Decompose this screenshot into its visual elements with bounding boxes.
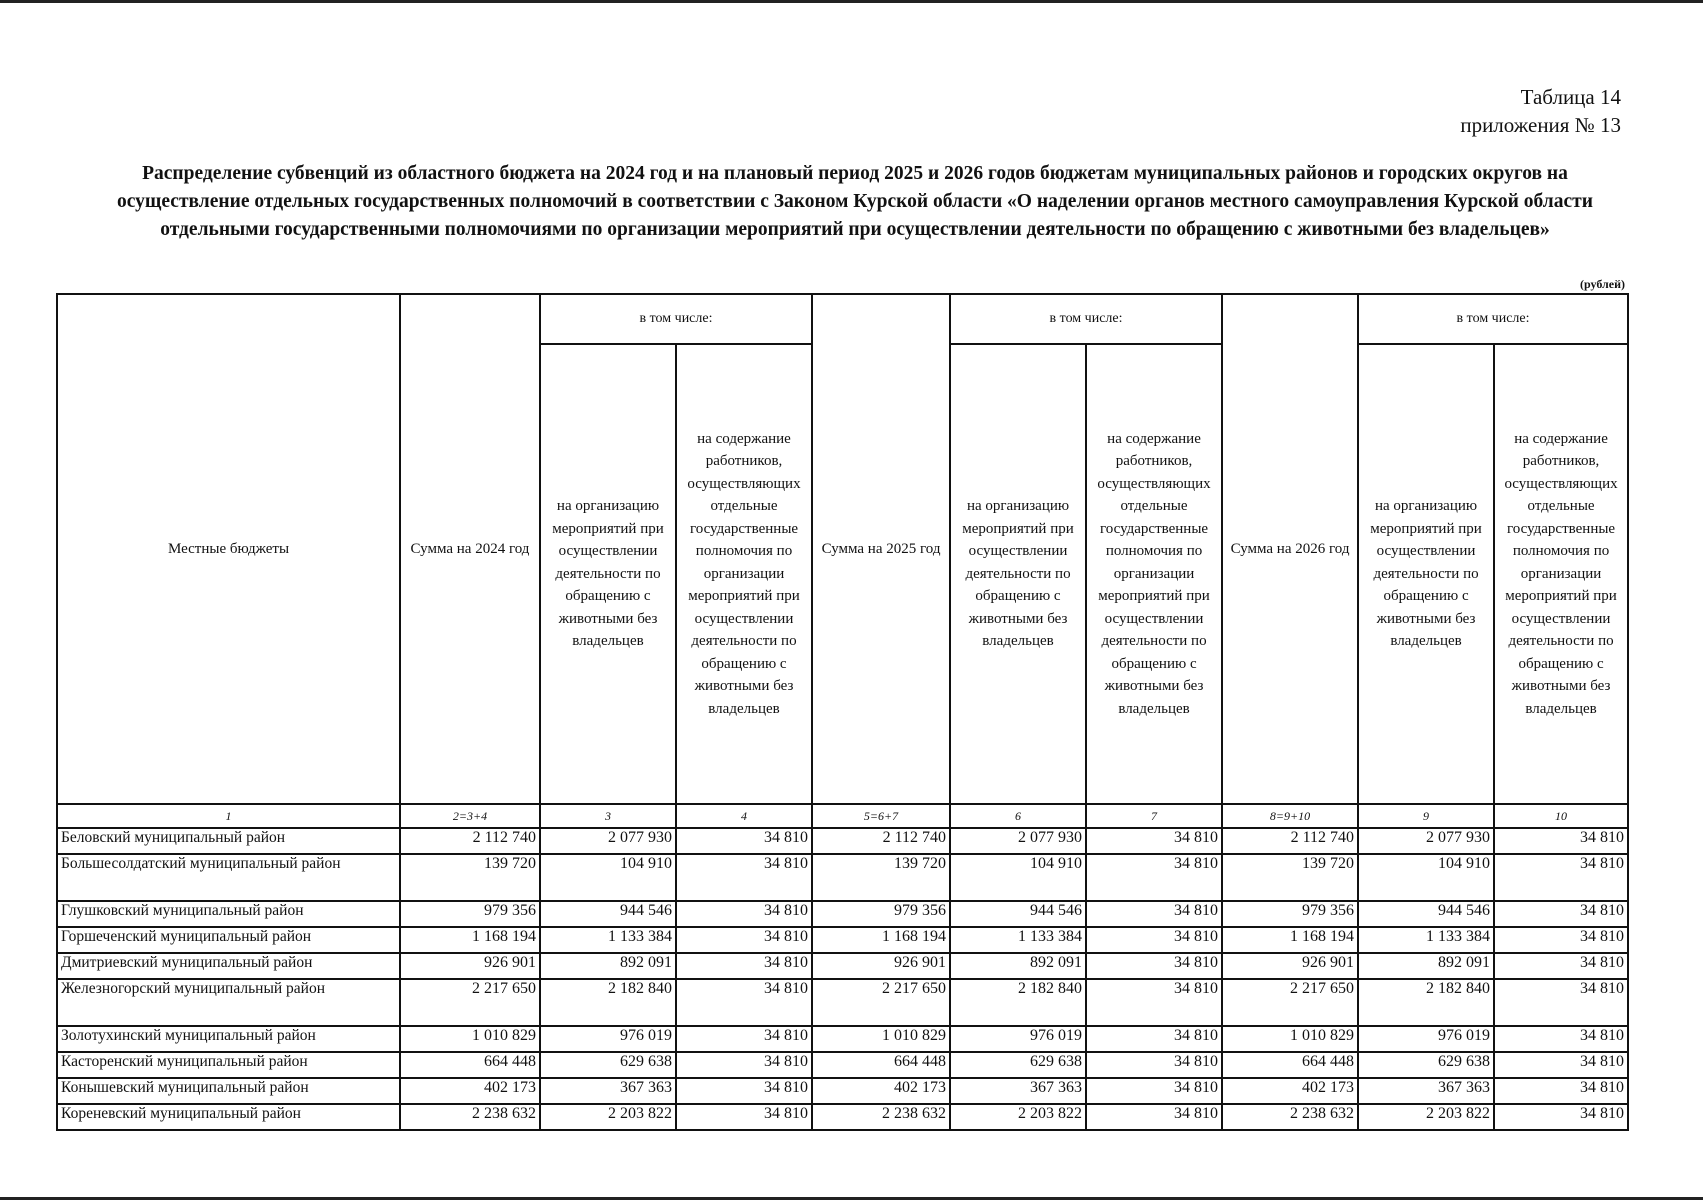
table-row	[57, 953, 1628, 979]
col-header-including-2025: в том числе:	[950, 294, 1222, 344]
sum-2024-cell: 1 168 194	[400, 927, 540, 953]
district-name: Железногорский муниципальный район	[57, 979, 400, 1026]
sum-2024-cell: 2 238 632	[400, 1104, 540, 1130]
col-header-sum-2025: Сумма на 2025 год	[812, 294, 950, 804]
maintenance-2025-cell: 34 810	[1086, 828, 1222, 854]
organization-2026-cell: 1 133 384	[1358, 927, 1494, 953]
col-header-maintenance-2025: на содержание работников, осуществляющих отдельные государственные полномочия по организации мероприятий при осуществлении деятельности по обращению с животными без владельцев	[1086, 344, 1222, 804]
table-row	[57, 1078, 1628, 1104]
organization-2025-cell: 367 363	[950, 1078, 1086, 1104]
maintenance-2026-cell: 34 810	[1494, 1104, 1628, 1130]
table-row	[57, 828, 1628, 854]
district-name: Дмитриевский муниципальный район	[57, 953, 400, 979]
district-name: Золотухинский муниципальный район	[57, 1026, 400, 1052]
sum-2024-cell: 926 901	[400, 953, 540, 979]
sum-2026-cell: 2 238 632	[1222, 1104, 1358, 1130]
sum-2026-cell: 664 448	[1222, 1052, 1358, 1078]
organization-2026-cell: 2 203 822	[1358, 1104, 1494, 1130]
column-number: 4	[676, 804, 812, 828]
maintenance-2024-cell: 34 810	[676, 979, 812, 1026]
column-number: 9	[1358, 804, 1494, 828]
sum-2025-cell: 926 901	[812, 953, 950, 979]
maintenance-2026-cell: 34 810	[1494, 1026, 1628, 1052]
appendix-number: приложения № 13	[1460, 113, 1621, 137]
column-number: 5=6+7	[812, 804, 950, 828]
sum-2024-cell: 1 010 829	[400, 1026, 540, 1052]
organization-2024-cell: 892 091	[540, 953, 676, 979]
maintenance-2026-cell: 34 810	[1494, 979, 1628, 1026]
sum-2026-cell: 139 720	[1222, 854, 1358, 901]
column-number: 10	[1494, 804, 1628, 828]
sum-2025-cell: 139 720	[812, 854, 950, 901]
maintenance-2025-cell: 34 810	[1086, 854, 1222, 901]
sum-2024-cell: 2 217 650	[400, 979, 540, 1026]
sum-2025-cell: 2 112 740	[812, 828, 950, 854]
table-reference	[1460, 83, 1621, 139]
sum-2026-cell: 2 217 650	[1222, 979, 1358, 1026]
col-header-local-budgets: Местные бюджеты	[57, 294, 400, 804]
maintenance-2026-cell: 34 810	[1494, 828, 1628, 854]
sum-2025-cell: 402 173	[812, 1078, 950, 1104]
organization-2024-cell: 104 910	[540, 854, 676, 901]
district-name: Горшеченский муниципальный район	[57, 927, 400, 953]
table-row	[57, 901, 1628, 927]
organization-2026-cell: 892 091	[1358, 953, 1494, 979]
column-number: 3	[540, 804, 676, 828]
organization-2024-cell: 2 203 822	[540, 1104, 676, 1130]
maintenance-2026-cell: 34 810	[1494, 1052, 1628, 1078]
maintenance-2024-cell: 34 810	[676, 1052, 812, 1078]
organization-2024-cell: 629 638	[540, 1052, 676, 1078]
organization-2025-cell: 944 546	[950, 901, 1086, 927]
maintenance-2026-cell: 34 810	[1494, 901, 1628, 927]
sum-2024-cell: 402 173	[400, 1078, 540, 1104]
district-name: Касторенский муниципальный район	[57, 1052, 400, 1078]
organization-2024-cell: 976 019	[540, 1026, 676, 1052]
organization-2025-cell: 104 910	[950, 854, 1086, 901]
maintenance-2024-cell: 34 810	[676, 953, 812, 979]
table-row	[57, 1026, 1628, 1052]
organization-2024-cell: 1 133 384	[540, 927, 676, 953]
organization-2025-cell: 2 077 930	[950, 828, 1086, 854]
maintenance-2024-cell: 34 810	[676, 901, 812, 927]
district-name: Кореневский муниципальный район	[57, 1104, 400, 1130]
maintenance-2026-cell: 34 810	[1494, 953, 1628, 979]
organization-2026-cell: 2 077 930	[1358, 828, 1494, 854]
table-row	[57, 854, 1628, 901]
district-name: Большесолдатский муниципальный район	[57, 854, 400, 901]
table-row	[57, 927, 1628, 953]
district-name: Конышевский муниципальный район	[57, 1078, 400, 1104]
district-name: Глушковский муниципальный район	[57, 901, 400, 927]
sum-2025-cell: 1 010 829	[812, 1026, 950, 1052]
organization-2025-cell: 629 638	[950, 1052, 1086, 1078]
organization-2024-cell: 944 546	[540, 901, 676, 927]
organization-2025-cell: 2 203 822	[950, 1104, 1086, 1130]
col-header-sum-2026: Сумма на 2026 год	[1222, 294, 1358, 804]
subsidy-table	[56, 293, 1629, 1131]
col-header-organization-2026: на организацию мероприятий при осуществлении деятельности по обращению с животными без владельцев	[1358, 344, 1494, 804]
column-number: 6	[950, 804, 1086, 828]
maintenance-2025-cell: 34 810	[1086, 1104, 1222, 1130]
sum-2026-cell: 402 173	[1222, 1078, 1358, 1104]
col-header-including-2024: в том числе:	[540, 294, 812, 344]
column-number: 1	[57, 804, 400, 828]
scan-edge-top	[0, 0, 1703, 3]
maintenance-2026-cell: 34 810	[1494, 854, 1628, 901]
organization-2024-cell: 367 363	[540, 1078, 676, 1104]
maintenance-2025-cell: 34 810	[1086, 901, 1222, 927]
col-header-maintenance-2026: на содержание работников, осуществляющих отдельные государственные полномочия по организации мероприятий при осуществлении деятельности по обращению с животными без владельцев	[1494, 344, 1628, 804]
organization-2026-cell: 944 546	[1358, 901, 1494, 927]
maintenance-2024-cell: 34 810	[676, 1104, 812, 1130]
maintenance-2025-cell: 34 810	[1086, 953, 1222, 979]
maintenance-2024-cell: 34 810	[676, 854, 812, 901]
table-number: Таблица 14	[1520, 85, 1621, 109]
maintenance-2024-cell: 34 810	[676, 1026, 812, 1052]
col-header-sum-2024: Сумма на 2024 год	[400, 294, 540, 804]
organization-2024-cell: 2 077 930	[540, 828, 676, 854]
maintenance-2024-cell: 34 810	[676, 1078, 812, 1104]
maintenance-2025-cell: 34 810	[1086, 927, 1222, 953]
col-header-maintenance-2024: на содержание работников, осуществляющих отдельные государственные полномочия по организации мероприятий при осуществлении деятельности по обращению с животными без владельцев	[676, 344, 812, 804]
maintenance-2025-cell: 34 810	[1086, 1078, 1222, 1104]
col-header-organization-2024: на организацию мероприятий при осуществлении деятельности по обращению с животными без владельцев	[540, 344, 676, 804]
document-title: Распределение субвенций из областного бюджета на 2024 год и на плановый период 2025 и 2026 годов бюджетам муниципальных районов и городских округов на осуществление отдельных государственных полномочий в соответствии с Законом Курской области «О наделении органов местного самоуправления Курской области отдельными государственными полномочиями по организации мероприятий при осуществлении деятельности по обращению с животными без владельцев»	[117, 163, 1593, 240]
organization-2025-cell: 2 182 840	[950, 979, 1086, 1026]
column-number-row	[57, 804, 1628, 828]
maintenance-2025-cell: 34 810	[1086, 1026, 1222, 1052]
sum-2024-cell: 2 112 740	[400, 828, 540, 854]
maintenance-2024-cell: 34 810	[676, 828, 812, 854]
organization-2025-cell: 892 091	[950, 953, 1086, 979]
maintenance-2026-cell: 34 810	[1494, 927, 1628, 953]
sum-2025-cell: 979 356	[812, 901, 950, 927]
sum-2024-cell: 979 356	[400, 901, 540, 927]
maintenance-2024-cell: 34 810	[676, 927, 812, 953]
col-header-organization-2025: на организацию мероприятий при осуществлении деятельности по обращению с животными без владельцев	[950, 344, 1086, 804]
units-label: (рублей)	[1579, 277, 1625, 291]
table-row	[57, 1052, 1628, 1078]
district-name: Беловский муниципальный район	[57, 828, 400, 854]
organization-2026-cell: 976 019	[1358, 1026, 1494, 1052]
sum-2026-cell: 979 356	[1222, 901, 1358, 927]
organization-2025-cell: 976 019	[950, 1026, 1086, 1052]
sum-2025-cell: 664 448	[812, 1052, 950, 1078]
sum-2025-cell: 2 238 632	[812, 1104, 950, 1130]
col-header-including-2026: в том числе:	[1358, 294, 1628, 344]
organization-2026-cell: 367 363	[1358, 1078, 1494, 1104]
maintenance-2025-cell: 34 810	[1086, 979, 1222, 1026]
sum-2024-cell: 664 448	[400, 1052, 540, 1078]
table-row	[57, 1104, 1628, 1130]
column-number: 2=3+4	[400, 804, 540, 828]
organization-2024-cell: 2 182 840	[540, 979, 676, 1026]
sum-2025-cell: 2 217 650	[812, 979, 950, 1026]
organization-2025-cell: 1 133 384	[950, 927, 1086, 953]
organization-2026-cell: 2 182 840	[1358, 979, 1494, 1026]
column-number: 7	[1086, 804, 1222, 828]
column-number: 8=9+10	[1222, 804, 1358, 828]
sum-2026-cell: 926 901	[1222, 953, 1358, 979]
organization-2026-cell: 104 910	[1358, 854, 1494, 901]
table-row	[57, 979, 1628, 1026]
maintenance-2026-cell: 34 810	[1494, 1078, 1628, 1104]
sum-2026-cell: 1 168 194	[1222, 927, 1358, 953]
sum-2024-cell: 139 720	[400, 854, 540, 901]
sum-2026-cell: 1 010 829	[1222, 1026, 1358, 1052]
sum-2026-cell: 2 112 740	[1222, 828, 1358, 854]
organization-2026-cell: 629 638	[1358, 1052, 1494, 1078]
sum-2025-cell: 1 168 194	[812, 927, 950, 953]
maintenance-2025-cell: 34 810	[1086, 1052, 1222, 1078]
